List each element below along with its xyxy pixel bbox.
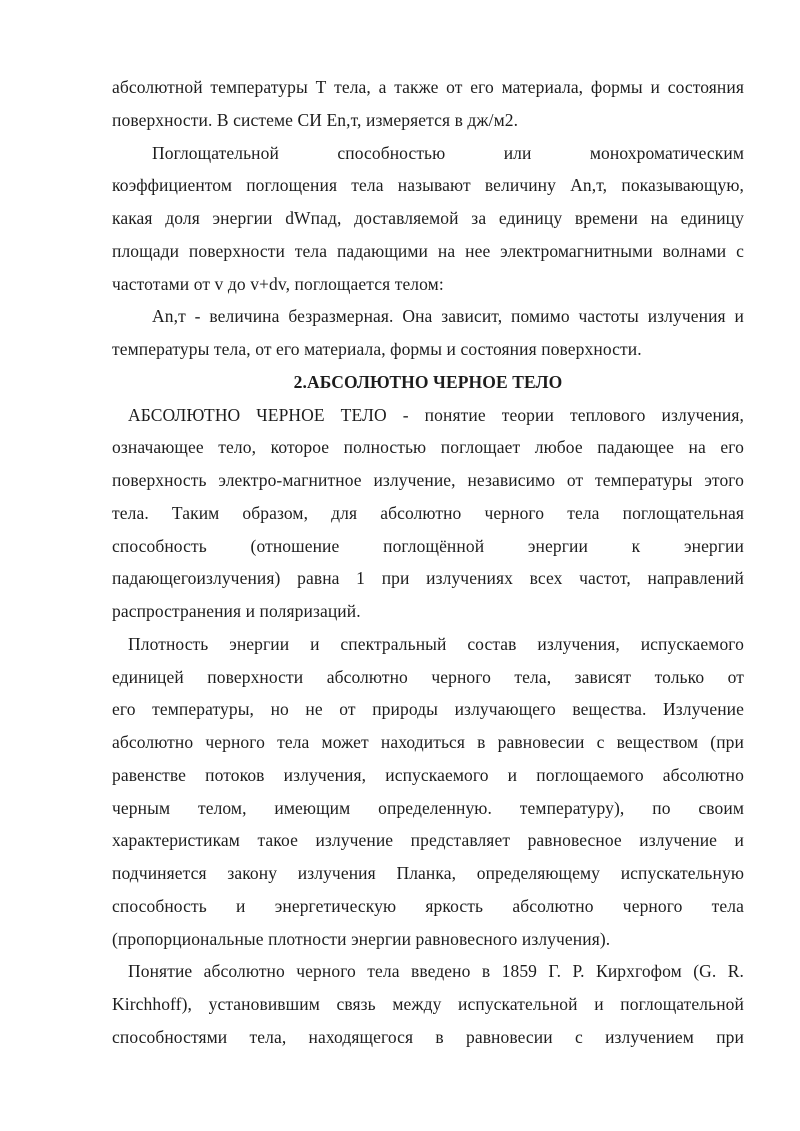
text-line: (пропорциональные плотности энергии равновесного излучения). <box>112 928 611 949</box>
text-line: Плотность энергии и спектральный состав излучения, испускаемого <box>128 633 744 654</box>
text-line: единицей поверхности абсолютно черного тела, зависят только от <box>112 666 744 687</box>
text-line: способность и энергетическую яркость абсолютно черного тела <box>112 895 744 916</box>
section-heading: 2.АБСОЛЮТНО ЧЕРНОЕ ТЕЛО <box>293 371 563 392</box>
text-line: его температуры, но не от природы излучающего вещества. Излучение <box>112 699 744 720</box>
text-line: Поглощательной способностью или монохроматическим <box>152 142 744 163</box>
text-line: Понятие абсолютно черного тела введено в 1859 Г. Р. Кирхгофом (G. R. <box>128 961 744 982</box>
text-line: частотами от v до v+dv, поглощается телом: <box>112 273 444 294</box>
text-line: площади поверхности тела падающими на нее электромагнитными волнами с <box>112 240 744 261</box>
text-line: поверхность электро-магнитное излучение, независимо от температуры этого <box>112 470 744 490</box>
text-line: черным телом, имеющим определенную. температуру), по своим <box>112 797 744 818</box>
text-line: означающее тело, которое полностью поглощает любое падающее на его <box>112 437 744 458</box>
text-line: падающегоизлучения) равна 1 при излучениях всех частот, направлений <box>112 568 744 589</box>
text-line: коэффициентом поглощения тела называют величину An,т, показывающую, <box>112 175 744 196</box>
text-line: АБСОЛЮТНО ЧЕРНОЕ ТЕЛО - понятие теории теплового излучения, <box>128 404 744 425</box>
text-line: равенстве потоков излучения, испускаемого и поглощаемого абсолютно <box>112 764 744 785</box>
text-line: подчиняется закону излучения Планка, определяющему испускательную <box>112 863 744 883</box>
text-line: характеристикам такое излучение представляет равновесное излучение и <box>112 830 744 851</box>
text-block <box>112 71 744 1054</box>
text-line: способностями тела, находящегося в равновесии с излучением при <box>112 1026 744 1047</box>
text-line: поверхности. В системе СИ En,т, измеряется в дж/м2. <box>112 109 519 130</box>
text-line: абсолютно черного тела может находиться в равновесии с веществом (при <box>112 732 744 752</box>
text-line: Kirchhoff), установившим связь между испускательной и поглощательной <box>112 994 744 1014</box>
text-line: распространения и поляризаций. <box>112 601 361 621</box>
text-line: тела. Таким образом, для абсолютно черного тела поглощательная <box>112 502 744 523</box>
text-line: какая доля энергии dWпад, доставляемой за единицу времени на единицу <box>112 208 744 228</box>
text-line: абсолютной температуры Т тела, а также от его материала, формы и состояния <box>112 77 744 97</box>
text-line: способность (отношение поглощённой энергии к энергии <box>112 535 744 556</box>
text-line: температуры тела, от его материала, формы и состояния поверхности. <box>112 339 642 359</box>
text-line: An,т - величина безразмерная. Она зависит, помимо частоты излучения и <box>152 306 744 327</box>
